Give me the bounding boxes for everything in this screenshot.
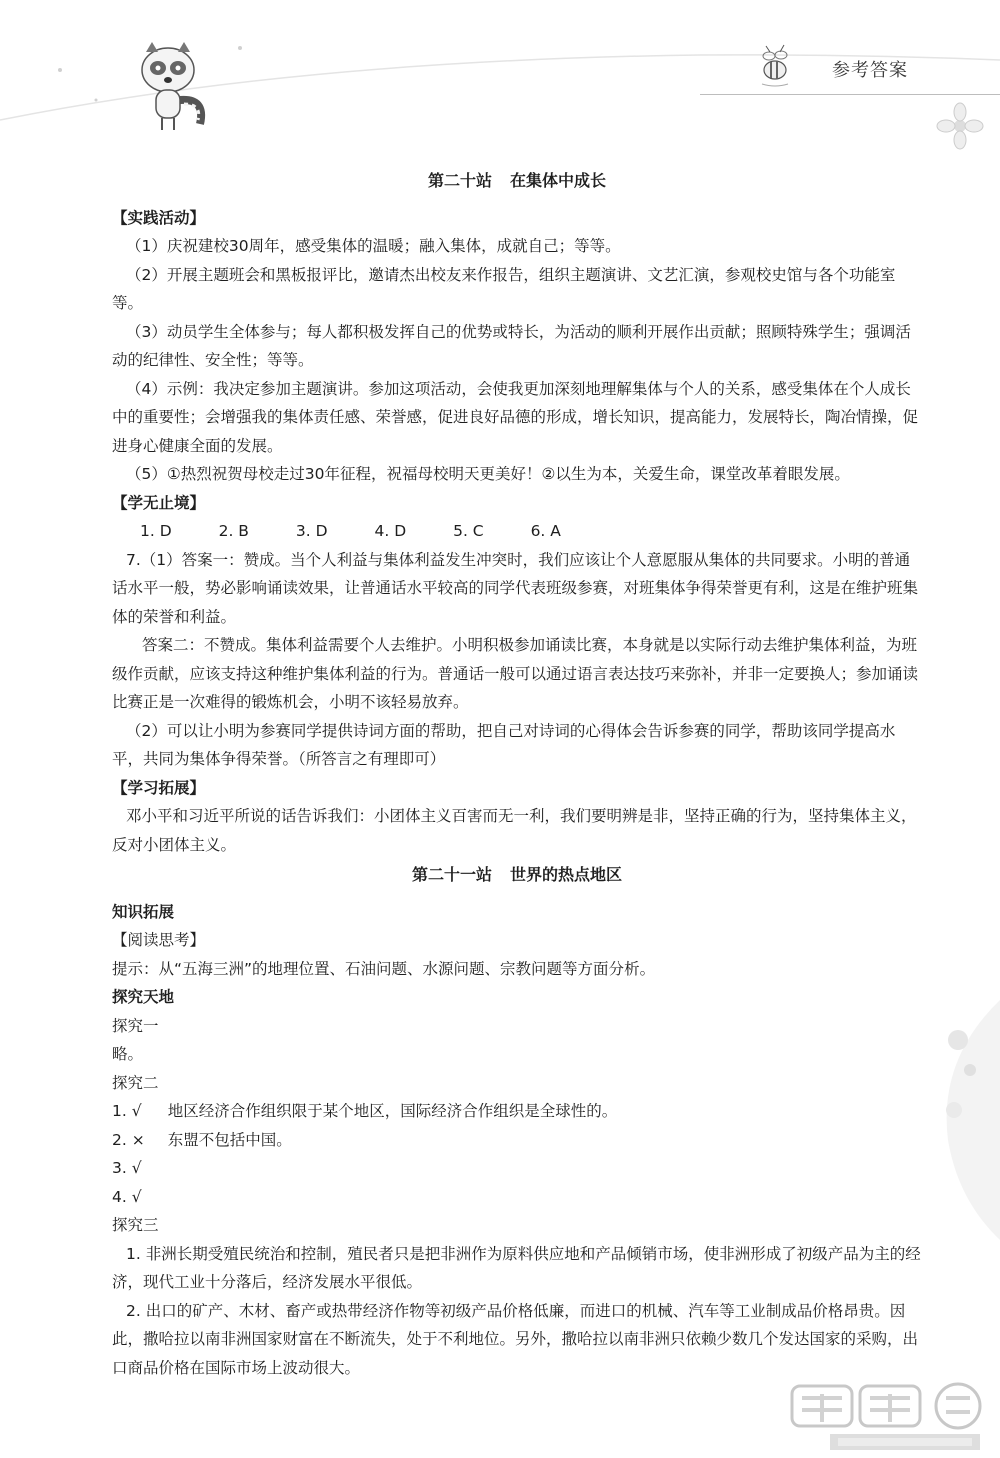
explore-1-text: 略。 <box>112 1045 144 1063</box>
choice-answer: 4. D <box>374 522 407 540</box>
choice-answers <box>112 517 922 546</box>
explore-3-item-1: 1. 非洲长期受殖民统治和控制，殖民者只是把非洲作为原料供应地和产品倾销市场，使非洲形成了初级产品为主的经济，现代工业十分落后，经济发展水平很低。 <box>112 1244 921 1291</box>
q7-part2-answer: （2）可以让小明为参赛同学提供诗词方面的帮助，把自己对诗词的心得体会告诉参赛的同学，帮助该同学提高水平，共同为集体争得荣誉。（所答言之有理即可） <box>112 721 896 768</box>
choice-answer: 2. B <box>218 522 249 540</box>
section-21-subtitle: 世界的热点地区 <box>510 865 623 884</box>
explore-heading: 探究天地 <box>112 988 175 1006</box>
check-item <box>112 1126 922 1155</box>
expand-text: 邓小平和习近平所说的话告诉我们：小团体主义百害而无一利，我们要明辨是非，坚持正确的行为，坚持集体主义，反对小团体主义。 <box>112 807 917 854</box>
check-mark: √ <box>131 1159 142 1177</box>
section-20-title <box>112 165 922 204</box>
choice-answer: 1. D <box>140 522 172 540</box>
expand-heading: 【学习拓展】 <box>112 778 206 797</box>
flower-icon <box>930 96 990 156</box>
check-item-number: 3. <box>112 1159 127 1177</box>
practice-item-1: （1）庆祝建校30周年，感受集体的温暖；融入集体，成就自己；等等。 <box>126 237 621 255</box>
side-flower-decoration <box>918 1000 1000 1240</box>
check-item-text: 东盟不包括中国。 <box>167 1130 292 1149</box>
practice-item-4: （4）示例：我决定参加主题演讲。参加这项活动，会使我更加深刻地理解集体与个人的关系，感受集体在个人成长中的重要性；会增强我的集体责任感、荣誉感，促进良好品德的形成，增长知识，提高能力，发展特长，陶冶情操，促进身心健康全面的发展。 <box>112 379 919 455</box>
header-divider <box>700 94 1000 95</box>
check-item <box>112 1097 922 1126</box>
check-item <box>112 1154 922 1183</box>
practice-item-3: （3）动员学生全体参与；每人都积极发挥自己的优势或特长，为活动的顺利开展作出贡献；照顾特殊学生；强调活动的纪律性、安全性；等等。 <box>112 322 911 369</box>
practice-heading: 【实践活动】 <box>112 208 206 227</box>
explore-1-heading: 探究一 <box>112 1016 159 1035</box>
reading-heading: 【阅读思考】 <box>112 931 206 949</box>
section-20-number: 第二十站 <box>427 171 492 190</box>
knowledge-heading: 知识拓展 <box>112 902 175 921</box>
check-item-text: 地区经济合作组织限于某个地区，国际经济合作组织是全球性的。 <box>167 1102 618 1120</box>
section-21-number: 第二十一站 <box>411 865 492 884</box>
check-mark: √ <box>131 1187 142 1206</box>
check-item <box>112 1183 922 1212</box>
check-item-number: 2. <box>112 1130 127 1149</box>
section-21-title <box>112 859 922 898</box>
check-mark: √ <box>131 1102 142 1120</box>
practice-item-2: （2）开展主题班会和黑板报评比，邀请杰出校友来作报告，组织主题演讲、文艺汇演，参观校史馆与各个功能室等。 <box>112 265 896 312</box>
explore-3-item-2: 2. 出口的矿产、木材、畜产或热带经济作物等初级产品价格低廉，而进口的机械、汽车等工业制成品价格昂贵。因此，撒哈拉以南非洲国家财富在不断流失，处于不利地位。另外，撒哈拉以南非洲只依赖少数几个发达国家的采购，出口商品价格在国际市场上波动很大。 <box>112 1301 919 1377</box>
watermark-logo <box>790 1382 995 1454</box>
choice-answer: 5. C <box>453 522 484 540</box>
explore-2-heading: 探究二 <box>112 1073 159 1092</box>
cross-mark: × <box>131 1130 145 1149</box>
raccoon-mascot-icon <box>128 40 212 132</box>
explore-3-heading: 探究三 <box>112 1216 159 1234</box>
choice-answer: 6. A <box>530 522 561 540</box>
practice-item-5: （5）①热烈祝贺母校走过30年征程，祝福母校明天更美好！②以生为本，关爱生命，课堂改革着眼发展。 <box>126 465 850 483</box>
choice-answer: 3. D <box>295 522 328 540</box>
answer-page-content <box>112 165 922 1382</box>
header-label: 参考答案 <box>832 60 908 81</box>
q7-part1-answer2: 答案二：不赞成。集体利益需要个人去维护。小明积极参加诵读比赛，本身就是以实际行动去维护集体利益，为班级作贡献，应该支持这种维护集体利益的行为。普通话一般可以通过语言表达技巧来弥补，并非一定要换人；参加诵读比赛正是一次难得的锻炼机会，小明不该轻易放弃。 <box>112 636 919 711</box>
check-item-number: 1. <box>112 1102 127 1120</box>
section-20-subtitle: 在集体中成长 <box>510 171 607 190</box>
reading-hint: 提示：从“五海三洲”的地理位置、石油问题、水源问题、宗教问题等方面分析。 <box>112 959 656 978</box>
endless-heading: 【学无止境】 <box>112 493 206 512</box>
q7-part1-answer1: 7.（1）答案一：赞成。当个人利益与集体利益发生冲突时，我们应该让个人意愿服从集体的共同要求。小明的普通话水平一般，势必影响诵读效果，让普通话水平较高的同学代表班级参赛，对班集体争得荣誉更有利，这是在维护班集体的荣誉和利益。 <box>112 550 919 626</box>
bee-icon <box>752 42 798 88</box>
check-item-number: 4. <box>112 1187 127 1206</box>
